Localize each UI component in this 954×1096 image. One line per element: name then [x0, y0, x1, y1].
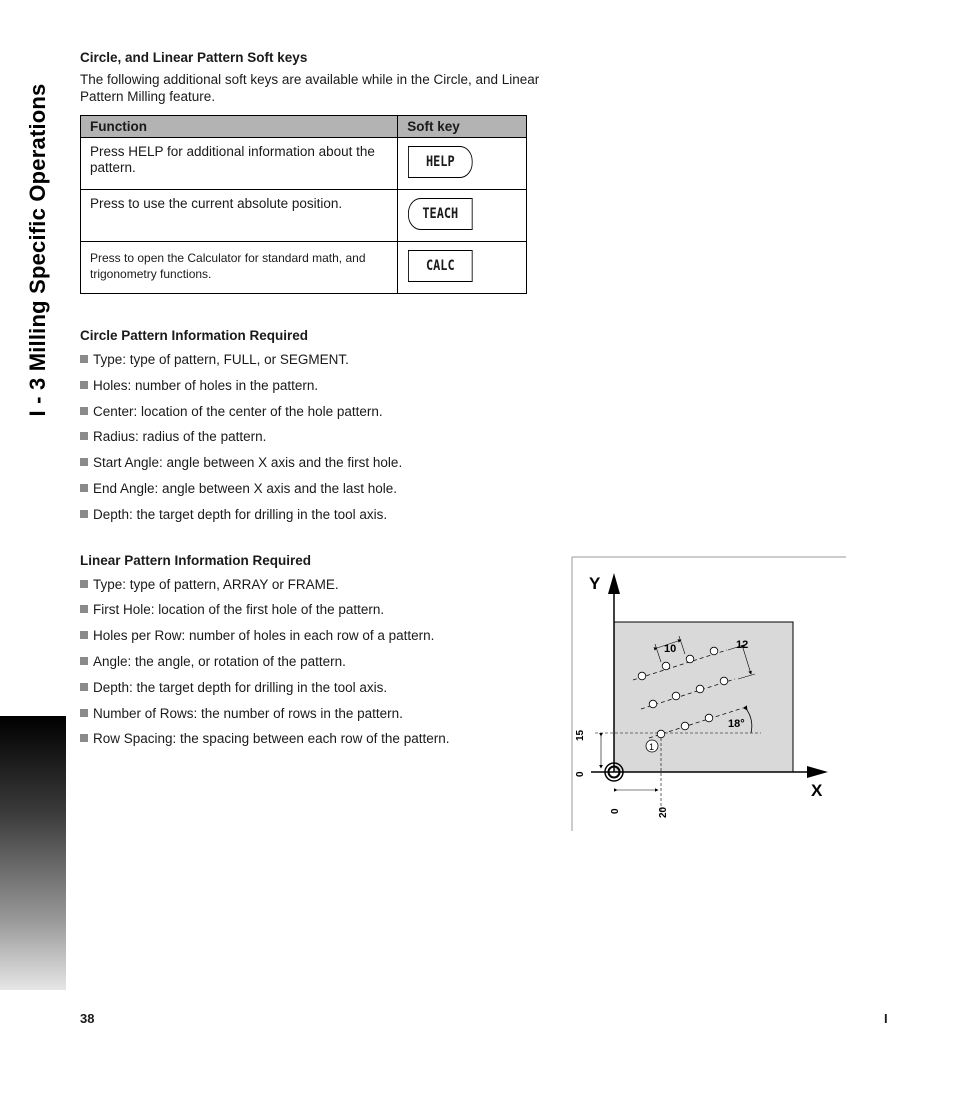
hole: [705, 714, 713, 722]
hole: [662, 662, 670, 670]
list-item: Type: type of pattern, ARRAY or FRAME.: [80, 576, 540, 602]
dim-x-label: 20: [658, 806, 669, 818]
list-item: First Hole: location of the first hole of the pattern.: [80, 601, 540, 627]
footer-chapter: I: [884, 1011, 888, 1026]
help-description: Press HELP for additional information about the pattern.: [81, 138, 398, 190]
hole: [686, 655, 694, 663]
hole: [638, 672, 646, 680]
calc-description: Press to open the Calculator for standard math, and trigonometry functions.: [81, 242, 398, 294]
workpiece-rect: [614, 622, 793, 772]
linear-pattern-figure: [571, 556, 847, 832]
bullet-square-icon: [80, 734, 88, 742]
hole: [720, 677, 728, 685]
list-item: Start Angle: angle between X axis and the first hole.: [80, 454, 540, 480]
list-item: Angle: the angle, or rotation of the pattern.: [80, 653, 540, 679]
hole: [710, 647, 718, 655]
linear-pattern-section: [80, 553, 540, 757]
soft-keys-intro: The following additional soft keys are available while in the Circle, and Linear Pattern Milling feature.: [80, 72, 540, 104]
bullet-square-icon: [80, 432, 88, 440]
list-item: Number of Rows: the number of rows in the pattern.: [80, 705, 540, 731]
list-item: End Angle: angle between X axis and the last hole.: [80, 480, 540, 506]
linear-pattern-heading: Linear Pattern Information Required: [80, 552, 312, 568]
page-number: 38: [80, 1011, 95, 1026]
list-item: Depth: the target depth for drilling in the tool axis.: [80, 679, 540, 705]
x-axis-arrow-icon: [807, 766, 828, 778]
bullet-square-icon: [80, 683, 88, 691]
x-axis-label: X: [811, 781, 823, 800]
circle-pattern-heading: Circle Pattern Information Required: [80, 328, 309, 343]
bullet-square-icon: [80, 458, 88, 466]
hole: [672, 692, 680, 700]
main-content: [80, 50, 540, 756]
bullet-square-icon: [80, 631, 88, 639]
table-header-row: [81, 116, 527, 138]
hole: [681, 722, 689, 730]
list-item: Depth: the target depth for drilling in the tool axis.: [80, 506, 540, 532]
dim-y-zero-label: 0: [575, 771, 586, 777]
bullet-square-icon: [80, 580, 88, 588]
teach-description: Press to use the current absolute position.: [81, 190, 398, 242]
table-row: [81, 242, 527, 294]
help-soft-key[interactable]: HELP: [408, 146, 473, 178]
hole: [649, 700, 657, 708]
dim-hole-spacing-label: 10: [664, 643, 677, 655]
angle-label: 18°: [728, 718, 745, 730]
circle-pattern-list: [80, 351, 540, 532]
first-hole-marker-label: 1: [649, 742, 655, 752]
list-item: Holes: number of holes in the pattern.: [80, 377, 540, 403]
soft-keys-heading: Circle, and Linear Pattern Soft keys: [80, 50, 308, 65]
function-column-header: Function: [81, 116, 398, 138]
list-item: Row Spacing: the spacing between each row of the pattern.: [80, 730, 540, 756]
teach-soft-key[interactable]: TEACH: [408, 198, 473, 230]
dim-row-spacing-label: 12: [736, 639, 749, 651]
chapter-side-title: I - 3 Milling Specific Operations: [25, 83, 50, 417]
hole: [696, 685, 704, 693]
soft-key-column-header: Soft key: [398, 116, 527, 138]
list-item: Center: location of the center of the hole pattern.: [80, 403, 540, 429]
bullet-square-icon: [80, 381, 88, 389]
bullet-square-icon: [80, 484, 88, 492]
bullet-square-icon: [80, 709, 88, 717]
soft-keys-table: [80, 115, 527, 294]
y-axis-label: Y: [589, 574, 601, 593]
hole: [657, 730, 665, 738]
bullet-square-icon: [80, 355, 88, 363]
dim-x-zero-label: 0: [610, 808, 621, 814]
linear-pattern-list: [80, 576, 540, 757]
list-item: Radius: radius of the pattern.: [80, 428, 540, 454]
bullet-square-icon: [80, 407, 88, 415]
list-item: Type: type of pattern, FULL, or SEGMENT.: [80, 351, 540, 377]
bullet-square-icon: [80, 605, 88, 613]
calc-soft-key[interactable]: CALC: [408, 250, 473, 282]
y-axis-arrow-icon: [608, 573, 620, 594]
chapter-side-tab: [0, 716, 66, 990]
table-row: [81, 138, 527, 190]
list-item: Holes per Row: number of holes in each row of a pattern.: [80, 627, 540, 653]
table-row: [81, 190, 527, 242]
circle-pattern-section: [80, 328, 540, 532]
bullet-square-icon: [80, 510, 88, 518]
bullet-square-icon: [80, 657, 88, 665]
dim-y-label: 15: [575, 729, 586, 741]
